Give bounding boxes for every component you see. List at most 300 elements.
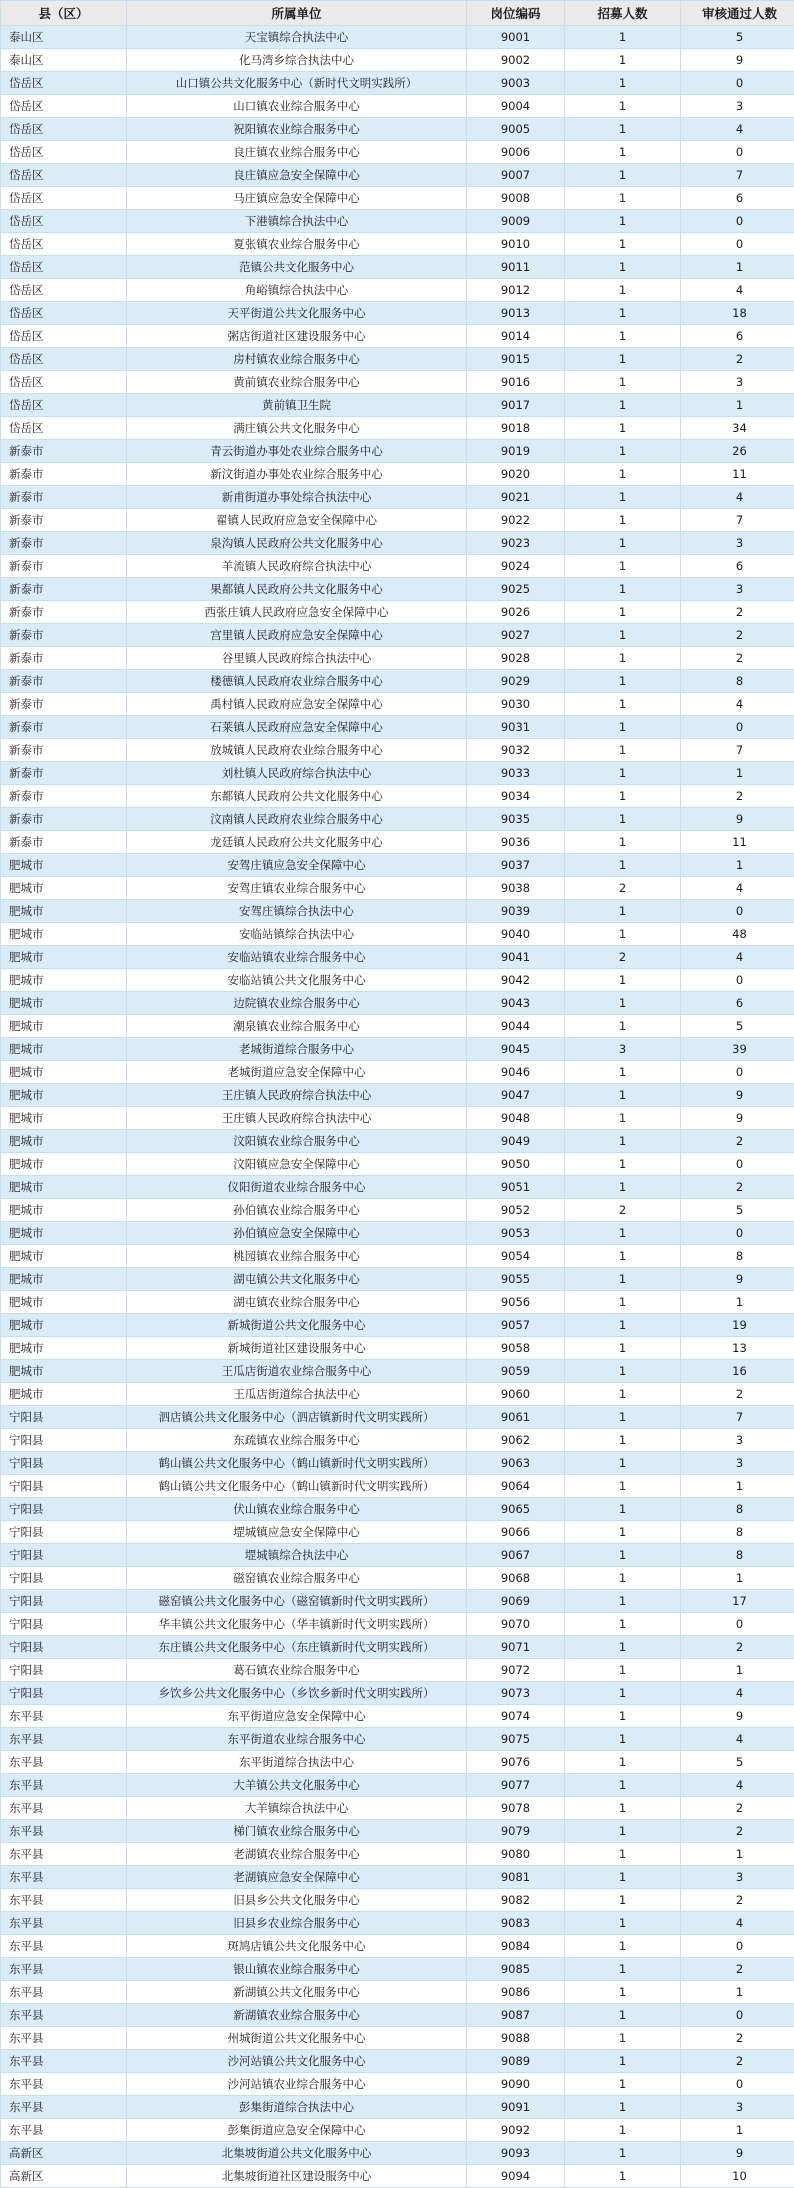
cell-county: 东平县: [1, 1889, 127, 1912]
cell-approved-count: 0: [681, 1153, 794, 1176]
table-row: [1, 509, 794, 532]
cell-unit: 乡饮乡公共文化服务中心（乡饮乡新时代文明实践所）: [127, 1682, 467, 1705]
cell-unit: 伏山镇农业综合服务中心: [127, 1498, 467, 1521]
table-row: [1, 2096, 794, 2119]
cell-county: 东平县: [1, 1820, 127, 1843]
cell-approved-count: 2: [681, 2050, 794, 2073]
cell-unit: 彭集街道应急安全保障中心: [127, 2119, 467, 2142]
cell-recruit-count: 1: [565, 118, 681, 141]
cell-post-code: 9042: [467, 969, 565, 992]
header-recruit-count: 招募人数: [565, 1, 681, 26]
cell-county: 岱岳区: [1, 325, 127, 348]
cell-post-code: 9008: [467, 187, 565, 210]
cell-recruit-count: 1: [565, 2027, 681, 2050]
cell-recruit-count: 1: [565, 49, 681, 72]
cell-approved-count: 4: [681, 1774, 794, 1797]
table-row: [1, 463, 794, 486]
table-row: [1, 555, 794, 578]
cell-approved-count: 2: [681, 1383, 794, 1406]
cell-post-code: 9030: [467, 693, 565, 716]
cell-approved-count: 2: [681, 647, 794, 670]
cell-post-code: 9038: [467, 877, 565, 900]
table-row: [1, 1682, 794, 1705]
cell-unit: 湖屯镇公共文化服务中心: [127, 1268, 467, 1291]
cell-unit: 新城街道公共文化服务中心: [127, 1314, 467, 1337]
cell-unit: 下港镇综合执法中心: [127, 210, 467, 233]
cell-post-code: 9044: [467, 1015, 565, 1038]
table-row: [1, 1866, 794, 1889]
cell-post-code: 9018: [467, 417, 565, 440]
cell-unit: 汶南镇人民政府农业综合服务中心: [127, 808, 467, 831]
cell-unit: 谷里镇人民政府综合执法中心: [127, 647, 467, 670]
table-row: [1, 1222, 794, 1245]
cell-approved-count: 1: [681, 762, 794, 785]
cell-recruit-count: 1: [565, 1705, 681, 1728]
table-row: [1, 164, 794, 187]
cell-post-code: 9026: [467, 601, 565, 624]
table-row: [1, 371, 794, 394]
cell-recruit-count: 1: [565, 1682, 681, 1705]
table-row: [1, 1728, 794, 1751]
cell-post-code: 9029: [467, 670, 565, 693]
cell-unit: 老湖镇农业综合服务中心: [127, 1843, 467, 1866]
cell-recruit-count: 1: [565, 1452, 681, 1475]
cell-unit: 龙廷镇人民政府公共文化服务中心: [127, 831, 467, 854]
cell-approved-count: 2: [681, 624, 794, 647]
cell-post-code: 9091: [467, 2096, 565, 2119]
cell-recruit-count: 1: [565, 1314, 681, 1337]
cell-county: 肥城市: [1, 946, 127, 969]
table-row: [1, 233, 794, 256]
cell-post-code: 9039: [467, 900, 565, 923]
cell-approved-count: 0: [681, 141, 794, 164]
cell-county: 高新区: [1, 2165, 127, 2188]
cell-approved-count: 3: [681, 578, 794, 601]
table-row: [1, 877, 794, 900]
cell-recruit-count: 1: [565, 1107, 681, 1130]
cell-county: 东平县: [1, 1981, 127, 2004]
cell-approved-count: 6: [681, 187, 794, 210]
cell-post-code: 9073: [467, 1682, 565, 1705]
table-row: [1, 647, 794, 670]
cell-recruit-count: 1: [565, 1245, 681, 1268]
cell-approved-count: 9: [681, 49, 794, 72]
table-row: [1, 2004, 794, 2027]
cell-county: 岱岳区: [1, 348, 127, 371]
cell-approved-count: 3: [681, 371, 794, 394]
cell-recruit-count: 1: [565, 325, 681, 348]
cell-unit: 马庄镇应急安全保障中心: [127, 187, 467, 210]
cell-recruit-count: 1: [565, 1176, 681, 1199]
table-row: [1, 302, 794, 325]
table-row: [1, 1521, 794, 1544]
cell-county: 宁阳县: [1, 1636, 127, 1659]
cell-unit: 石莱镇人民政府应急安全保障中心: [127, 716, 467, 739]
cell-county: 新泰市: [1, 693, 127, 716]
cell-post-code: 9078: [467, 1797, 565, 1820]
cell-county: 新泰市: [1, 739, 127, 762]
table-header: [1, 1, 794, 26]
table-row: [1, 1245, 794, 1268]
cell-county: 宁阳县: [1, 1682, 127, 1705]
cell-county: 肥城市: [1, 877, 127, 900]
cell-county: 肥城市: [1, 1245, 127, 1268]
cell-unit: 王瓜店街道农业综合服务中心: [127, 1360, 467, 1383]
cell-recruit-count: 1: [565, 1544, 681, 1567]
cell-recruit-count: 1: [565, 739, 681, 762]
cell-post-code: 9089: [467, 2050, 565, 2073]
cell-post-code: 9054: [467, 1245, 565, 1268]
cell-unit: 旧县乡农业综合服务中心: [127, 1912, 467, 1935]
cell-approved-count: 4: [681, 118, 794, 141]
cell-recruit-count: 1: [565, 762, 681, 785]
table-row: [1, 946, 794, 969]
table-row: [1, 118, 794, 141]
cell-county: 泰山区: [1, 26, 127, 49]
header-county: 县（区）: [1, 1, 127, 26]
table-row: [1, 923, 794, 946]
cell-county: 宁阳县: [1, 1498, 127, 1521]
cell-unit: 羊流镇人民政府综合执法中心: [127, 555, 467, 578]
cell-county: 岱岳区: [1, 256, 127, 279]
cell-unit: 梯门镇农业综合服务中心: [127, 1820, 467, 1843]
cell-approved-count: 0: [681, 900, 794, 923]
table-row: [1, 256, 794, 279]
cell-unit: 大羊镇公共文化服务中心: [127, 1774, 467, 1797]
cell-post-code: 9065: [467, 1498, 565, 1521]
cell-approved-count: 1: [681, 2119, 794, 2142]
cell-county: 泰山区: [1, 49, 127, 72]
cell-approved-count: 1: [681, 1567, 794, 1590]
cell-post-code: 9092: [467, 2119, 565, 2142]
cell-county: 肥城市: [1, 900, 127, 923]
cell-recruit-count: 1: [565, 2050, 681, 2073]
cell-unit: 安驾庄镇农业综合服务中心: [127, 877, 467, 900]
cell-recruit-count: 1: [565, 555, 681, 578]
cell-county: 新泰市: [1, 578, 127, 601]
cell-post-code: 9048: [467, 1107, 565, 1130]
cell-post-code: 9080: [467, 1843, 565, 1866]
cell-post-code: 9085: [467, 1958, 565, 1981]
cell-approved-count: 4: [681, 1682, 794, 1705]
cell-unit: 彭集街道综合执法中心: [127, 2096, 467, 2119]
cell-approved-count: 0: [681, 233, 794, 256]
table-row: [1, 49, 794, 72]
cell-recruit-count: 1: [565, 2165, 681, 2188]
cell-recruit-count: 1: [565, 1061, 681, 1084]
cell-recruit-count: 1: [565, 854, 681, 877]
cell-post-code: 9047: [467, 1084, 565, 1107]
cell-recruit-count: 1: [565, 417, 681, 440]
cell-recruit-count: 1: [565, 279, 681, 302]
table-row: [1, 1774, 794, 1797]
table-row: [1, 1498, 794, 1521]
cell-post-code: 9028: [467, 647, 565, 670]
cell-unit: 房村镇农业综合服务中心: [127, 348, 467, 371]
cell-approved-count: 8: [681, 1521, 794, 1544]
table-row: [1, 624, 794, 647]
cell-county: 宁阳县: [1, 1452, 127, 1475]
cell-post-code: 9009: [467, 210, 565, 233]
table-row: [1, 900, 794, 923]
cell-county: 肥城市: [1, 992, 127, 1015]
table-row: [1, 1130, 794, 1153]
cell-post-code: 9056: [467, 1291, 565, 1314]
cell-unit: 孙伯镇应急安全保障中心: [127, 1222, 467, 1245]
cell-unit: 禹村镇人民政府应急安全保障中心: [127, 693, 467, 716]
cell-unit: 新汶街道办事处农业综合服务中心: [127, 463, 467, 486]
cell-county: 岱岳区: [1, 95, 127, 118]
table-row: [1, 72, 794, 95]
cell-post-code: 9067: [467, 1544, 565, 1567]
cell-recruit-count: 1: [565, 808, 681, 831]
cell-post-code: 9021: [467, 486, 565, 509]
cell-county: 东平县: [1, 2119, 127, 2142]
table-row: [1, 670, 794, 693]
cell-county: 宁阳县: [1, 1659, 127, 1682]
cell-county: 肥城市: [1, 969, 127, 992]
cell-unit: 潮泉镇农业综合服务中心: [127, 1015, 467, 1038]
cell-recruit-count: 1: [565, 1958, 681, 1981]
table-row: [1, 1199, 794, 1222]
cell-unit: 安驾庄镇综合执法中心: [127, 900, 467, 923]
table-row: [1, 1084, 794, 1107]
cell-county: 新泰市: [1, 601, 127, 624]
cell-county: 宁阳县: [1, 1590, 127, 1613]
table-row: [1, 486, 794, 509]
table-row: [1, 279, 794, 302]
cell-unit: 泗店镇公共文化服务中心（泗店镇新时代文明实践所）: [127, 1406, 467, 1429]
cell-approved-count: 2: [681, 1958, 794, 1981]
cell-unit: 山口镇公共文化服务中心（新时代文明实践所）: [127, 72, 467, 95]
table-row: [1, 26, 794, 49]
cell-unit: 银山镇农业综合服务中心: [127, 1958, 467, 1981]
cell-county: 东平县: [1, 1843, 127, 1866]
cell-post-code: 9016: [467, 371, 565, 394]
cell-post-code: 9074: [467, 1705, 565, 1728]
table-row: [1, 2142, 794, 2165]
cell-unit: 刘杜镇人民政府综合执法中心: [127, 762, 467, 785]
cell-post-code: 9072: [467, 1659, 565, 1682]
table-row: [1, 1268, 794, 1291]
cell-recruit-count: 1: [565, 164, 681, 187]
cell-recruit-count: 1: [565, 1797, 681, 1820]
cell-unit: 鹤山镇公共文化服务中心（鹤山镇新时代文明实践所）: [127, 1475, 467, 1498]
cell-approved-count: 5: [681, 1199, 794, 1222]
cell-recruit-count: 3: [565, 1038, 681, 1061]
table-row: [1, 1429, 794, 1452]
cell-recruit-count: 2: [565, 1199, 681, 1222]
cell-county: 高新区: [1, 2142, 127, 2165]
cell-unit: 桃园镇农业综合服务中心: [127, 1245, 467, 1268]
cell-post-code: 9037: [467, 854, 565, 877]
cell-unit: 良庄镇应急安全保障中心: [127, 164, 467, 187]
cell-approved-count: 9: [681, 2142, 794, 2165]
cell-post-code: 9081: [467, 1866, 565, 1889]
cell-unit: 王庄镇人民政府综合执法中心: [127, 1107, 467, 1130]
cell-county: 宁阳县: [1, 1406, 127, 1429]
table-row: [1, 1751, 794, 1774]
cell-recruit-count: 1: [565, 601, 681, 624]
cell-approved-count: 2: [681, 1820, 794, 1843]
table-row: [1, 1958, 794, 1981]
cell-recruit-count: 1: [565, 1820, 681, 1843]
cell-unit: 东平街道应急安全保障中心: [127, 1705, 467, 1728]
cell-post-code: 9046: [467, 1061, 565, 1084]
cell-unit: 边院镇农业综合服务中心: [127, 992, 467, 1015]
cell-approved-count: 4: [681, 877, 794, 900]
cell-approved-count: 0: [681, 210, 794, 233]
cell-approved-count: 18: [681, 302, 794, 325]
cell-unit: 黄前镇卫生院: [127, 394, 467, 417]
cell-post-code: 9063: [467, 1452, 565, 1475]
table-row: [1, 1176, 794, 1199]
cell-recruit-count: 1: [565, 785, 681, 808]
cell-unit: 汶阳镇农业综合服务中心: [127, 1130, 467, 1153]
cell-county: 肥城市: [1, 1337, 127, 1360]
table-row: [1, 1659, 794, 1682]
cell-recruit-count: 1: [565, 1567, 681, 1590]
cell-approved-count: 17: [681, 1590, 794, 1613]
cell-recruit-count: 1: [565, 2096, 681, 2119]
cell-approved-count: 9: [681, 1107, 794, 1130]
cell-approved-count: 7: [681, 509, 794, 532]
cell-post-code: 9022: [467, 509, 565, 532]
cell-post-code: 9059: [467, 1360, 565, 1383]
cell-approved-count: 0: [681, 1613, 794, 1636]
cell-unit: 新湖镇公共文化服务中心: [127, 1981, 467, 2004]
cell-recruit-count: 1: [565, 1889, 681, 1912]
cell-approved-count: 26: [681, 440, 794, 463]
cell-approved-count: 5: [681, 1015, 794, 1038]
table-row: [1, 394, 794, 417]
cell-unit: 良庄镇农业综合服务中心: [127, 141, 467, 164]
table-row: [1, 1337, 794, 1360]
cell-county: 肥城市: [1, 923, 127, 946]
cell-unit: 安驾庄镇应急安全保障中心: [127, 854, 467, 877]
cell-approved-count: 2: [681, 785, 794, 808]
cell-county: 肥城市: [1, 1383, 127, 1406]
cell-recruit-count: 1: [565, 2142, 681, 2165]
cell-recruit-count: 1: [565, 2119, 681, 2142]
cell-county: 新泰市: [1, 555, 127, 578]
cell-post-code: 9077: [467, 1774, 565, 1797]
cell-county: 岱岳区: [1, 210, 127, 233]
cell-recruit-count: 1: [565, 532, 681, 555]
cell-county: 岱岳区: [1, 118, 127, 141]
cell-approved-count: 10: [681, 2165, 794, 2188]
table-row: [1, 2050, 794, 2073]
cell-county: 肥城市: [1, 854, 127, 877]
cell-recruit-count: 1: [565, 2073, 681, 2096]
cell-recruit-count: 1: [565, 1015, 681, 1038]
table-row: [1, 1935, 794, 1958]
cell-approved-count: 6: [681, 555, 794, 578]
cell-county: 岱岳区: [1, 417, 127, 440]
cell-post-code: 9041: [467, 946, 565, 969]
cell-post-code: 9093: [467, 2142, 565, 2165]
cell-unit: 沙河站镇公共文化服务中心: [127, 2050, 467, 2073]
cell-approved-count: 0: [681, 1935, 794, 1958]
table-row: [1, 1567, 794, 1590]
cell-approved-count: 1: [681, 1981, 794, 2004]
cell-recruit-count: 1: [565, 1912, 681, 1935]
cell-county: 肥城市: [1, 1199, 127, 1222]
cell-recruit-count: 1: [565, 463, 681, 486]
cell-approved-count: 3: [681, 2096, 794, 2119]
cell-recruit-count: 1: [565, 1521, 681, 1544]
cell-county: 宁阳县: [1, 1544, 127, 1567]
cell-unit: 泉沟镇人民政府公共文化服务中心: [127, 532, 467, 555]
table-row: [1, 187, 794, 210]
table-row: [1, 969, 794, 992]
cell-unit: 夏张镇农业综合服务中心: [127, 233, 467, 256]
cell-post-code: 9036: [467, 831, 565, 854]
table-row: [1, 785, 794, 808]
cell-post-code: 9002: [467, 49, 565, 72]
cell-approved-count: 0: [681, 1222, 794, 1245]
cell-recruit-count: 1: [565, 1429, 681, 1452]
cell-unit: 鹤山镇公共文化服务中心（鹤山镇新时代文明实践所）: [127, 1452, 467, 1475]
header-approved-count: 审核通过人数: [681, 1, 794, 26]
cell-recruit-count: 1: [565, 900, 681, 923]
cell-unit: 老城街道应急安全保障中心: [127, 1061, 467, 1084]
cell-recruit-count: 1: [565, 348, 681, 371]
table-row: [1, 831, 794, 854]
cell-unit: 楼德镇人民政府农业综合服务中心: [127, 670, 467, 693]
table-row: [1, 1153, 794, 1176]
cell-recruit-count: 1: [565, 992, 681, 1015]
cell-county: 宁阳县: [1, 1613, 127, 1636]
cell-county: 岱岳区: [1, 187, 127, 210]
cell-approved-count: 4: [681, 279, 794, 302]
cell-county: 东平县: [1, 2004, 127, 2027]
table-row: [1, 1590, 794, 1613]
cell-county: 新泰市: [1, 647, 127, 670]
cell-recruit-count: 1: [565, 1222, 681, 1245]
cell-recruit-count: 1: [565, 693, 681, 716]
cell-approved-count: 0: [681, 72, 794, 95]
cell-recruit-count: 1: [565, 1360, 681, 1383]
cell-post-code: 9043: [467, 992, 565, 1015]
cell-post-code: 9055: [467, 1268, 565, 1291]
cell-approved-count: 1: [681, 1659, 794, 1682]
cell-county: 东平县: [1, 2050, 127, 2073]
cell-recruit-count: 1: [565, 1590, 681, 1613]
cell-approved-count: 3: [681, 1452, 794, 1475]
cell-county: 新泰市: [1, 440, 127, 463]
cell-post-code: 9050: [467, 1153, 565, 1176]
cell-county: 新泰市: [1, 762, 127, 785]
table-row: [1, 578, 794, 601]
cell-post-code: 9015: [467, 348, 565, 371]
cell-county: 岱岳区: [1, 279, 127, 302]
cell-unit: 北集坡街道公共文化服务中心: [127, 2142, 467, 2165]
cell-approved-count: 3: [681, 1429, 794, 1452]
cell-recruit-count: 1: [565, 1383, 681, 1406]
cell-approved-count: 1: [681, 1475, 794, 1498]
table-row: [1, 1636, 794, 1659]
cell-post-code: 9031: [467, 716, 565, 739]
cell-county: 新泰市: [1, 463, 127, 486]
cell-unit: 王庄镇人民政府综合执法中心: [127, 1084, 467, 1107]
cell-post-code: 9003: [467, 72, 565, 95]
cell-recruit-count: 1: [565, 486, 681, 509]
cell-approved-count: 19: [681, 1314, 794, 1337]
cell-approved-count: 1: [681, 1291, 794, 1314]
table-row: [1, 601, 794, 624]
cell-recruit-count: 1: [565, 187, 681, 210]
